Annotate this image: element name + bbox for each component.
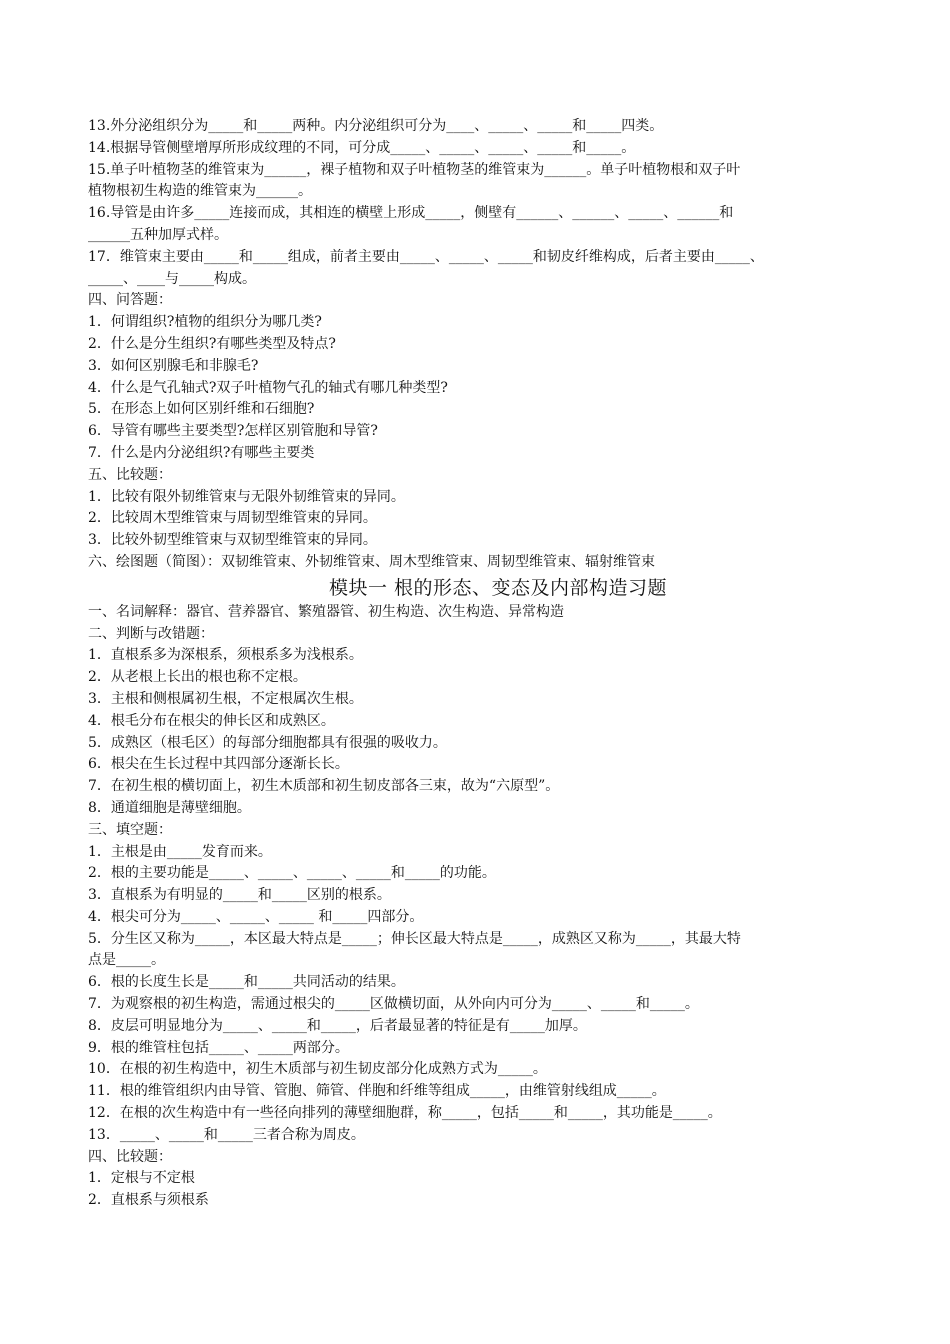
question-item: 6．根的长度生长是_____和_____共同活动的结果。 bbox=[88, 974, 405, 991]
question-item: 四、比较题： bbox=[88, 1148, 172, 1165]
section-heading: 二、判断与改错题： bbox=[88, 625, 214, 642]
question-item: 8．通道细胞是薄壁细胞。 bbox=[88, 799, 251, 816]
question-item: 2．比较周木型维管束与周韧型维管束的异同。 bbox=[88, 510, 377, 527]
question-item: 11．根的维管组织内由导管、管胞、筛管、伴胞和纤维等组成_____，由维管射线组成_____。 bbox=[88, 1083, 666, 1100]
question-item: 点是_____。 bbox=[88, 952, 165, 969]
question-item: 1．直根系多为深根系，须根系多为浅根系。 bbox=[88, 647, 363, 664]
question-item: 7．为观察根的初生构造，需通过根尖的_____区做横切面，从外向内可分为_____、_____和_____。 bbox=[88, 996, 699, 1013]
question-item: 2．什么是分生组织?有哪些类型及特点? bbox=[88, 335, 336, 352]
question-item: 1．何谓组织?植物的组织分为哪几类? bbox=[88, 314, 322, 331]
text-line: ______五种加厚式样。 bbox=[88, 226, 228, 243]
question-item: 2．根的主要功能是_____、_____、_____、_____和_____的功能。 bbox=[88, 865, 496, 882]
question-item: 3．直根系为有明显的_____和_____区别的根系。 bbox=[88, 887, 391, 904]
section-heading: 三、填空题： bbox=[88, 821, 172, 838]
text-line: 植物根初生构造的维管束为______。 bbox=[88, 183, 312, 200]
text-line: 16.导管是由许多_____连接而成，其相连的横壁上形成_____，侧壁有______、______、_____、______和 bbox=[88, 205, 734, 222]
question-item: 6．根尖在生长过程中其四部分逐渐长长。 bbox=[88, 756, 349, 773]
question-item: 7．在初生根的横切面上，初生木质部和初生韧皮部各三束，故为“六原型”。 bbox=[88, 778, 560, 795]
question-item: 3．比较外韧型维管束与双韧型维管束的异同。 bbox=[88, 532, 377, 549]
question-item: 2．从老根上长出的根也称不定根。 bbox=[88, 669, 307, 686]
question-item: 4．根尖可分为_____、_____、_____ 和_____四部分。 bbox=[88, 908, 424, 925]
section-heading: 四、问答题： bbox=[88, 292, 172, 309]
section-heading: 五、比较题： bbox=[88, 466, 172, 483]
section-tissue-questions bbox=[88, 116, 868, 574]
document-page bbox=[88, 116, 868, 1234]
question-item: 5．分生区又称为_____，本区最大特点是_____；伸长区最大特点是_____，成熟区又称为_____，其最大特 bbox=[88, 930, 741, 947]
question-item: 12．在根的次生构造中有一些径向排列的薄壁细胞群，称_____，包括_____和_____，其功能是_____。 bbox=[88, 1105, 722, 1122]
section-heading: 1．定根与不定根 bbox=[88, 1170, 195, 1187]
question-item: 2．直根系与须根系 bbox=[88, 1192, 209, 1209]
question-item: 4．根毛分布在根尖的伸长区和成熟区。 bbox=[88, 712, 335, 729]
module-title: 模块一 根的形态、变态及内部构造习题 bbox=[328, 576, 668, 599]
question-item: 6．导管有哪些主要类型?怎样区别管胞和导管? bbox=[88, 423, 378, 440]
section-heading: 六、绘图题（简图）：双韧维管束、外韧维管束、周木型维管束、周韧型维管束、辐射维管束 bbox=[88, 553, 655, 570]
section-heading: 一、名词解释：器官、营养器官、繁殖器管、初生构造、次生构造、异常构造 bbox=[88, 603, 564, 620]
text-line: _____、____与_____构成。 bbox=[88, 270, 256, 287]
question-item: 10．在根的初生构造中，初生木质部与初生韧皮部分化成熟方式为_____。 bbox=[88, 1061, 547, 1078]
question-item: 3．主根和侧根属初生根，不定根属次生根。 bbox=[88, 690, 363, 707]
question-item: 8．皮层可明显地分为_____、_____和_____，后者最显著的特征是有_____加厚。 bbox=[88, 1017, 587, 1034]
text-line: 17．维管束主要由_____和_____组成，前者主要由_____、_____、_____和韧皮纤维构成，后者主要由_____、 bbox=[88, 248, 764, 265]
section-root-questions bbox=[88, 602, 868, 1234]
question-item: 4．什么是气孔轴式?双子叶植物气孔的轴式有哪几种类型? bbox=[88, 379, 448, 396]
text-line: 14.根据导管侧壁增厚所形成纹理的不同，可分成_____、_____、_____、_____和_____。 bbox=[88, 139, 636, 156]
question-item: 13．_____、_____和_____三者合称为周皮。 bbox=[88, 1126, 365, 1143]
question-item: 9．根的维管柱包括_____、_____两部分。 bbox=[88, 1039, 349, 1056]
text-line: 15.单子叶植物茎的维管束为______，裸子植物和双子叶植物茎的维管束为______。单子叶植物根和双子叶 bbox=[88, 161, 741, 178]
text-line: 13.外分泌组织分为_____和_____两种。内分泌组织可分为____、_____、_____和_____四类。 bbox=[88, 118, 664, 134]
question-item: 5．成熟区（根毛区）的每部分细胞都具有很强的吸收力。 bbox=[88, 734, 447, 751]
question-item: 1．主根是由_____发育而来。 bbox=[88, 843, 272, 860]
question-item: 5．在形态上如何区别纤维和石细胞? bbox=[88, 401, 315, 418]
question-item: 3．如何区别腺毛和非腺毛? bbox=[88, 357, 259, 374]
question-item: 7．什么是内分泌组织?有哪些主要类 bbox=[88, 444, 315, 461]
question-item: 1．比较有限外韧维管束与无限外韧维管束的异同。 bbox=[88, 488, 405, 505]
question-item bbox=[88, 1212, 868, 1234]
